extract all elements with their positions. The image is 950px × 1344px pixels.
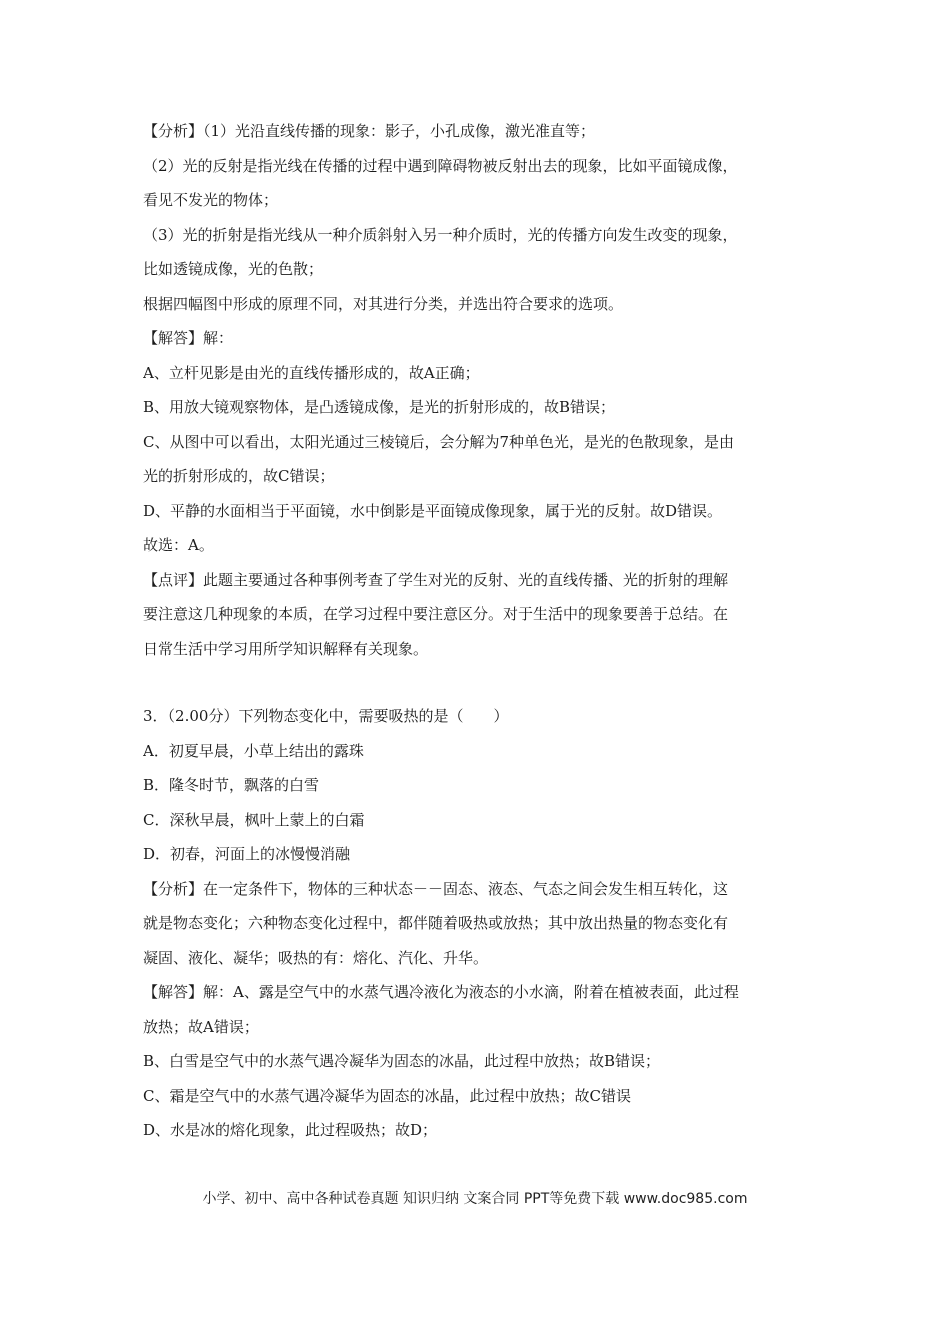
- text-line: 看见不发光的物体；: [143, 191, 279, 209]
- text-line: D、水是冰的熔化现象，此过程吸热；故D；: [143, 1121, 438, 1139]
- text-line: 【解答】解：: [143, 329, 234, 347]
- section-gap: [143, 666, 823, 699]
- text-line: 根据四幅图中形成的原理不同，对其进行分类，并选出符合要求的选项。: [143, 294, 624, 313]
- text-line: A、立杆见影是由光的直线传播形成的，故A正确；: [143, 363, 480, 382]
- text-line: 【分析】在一定条件下，物体的三种状态－－固态、液态、气态之间会发生相互转化，这: [143, 879, 729, 898]
- text-line: 要注意这几种现象的本质，在学习过程中要注意区分。对于生活中的现象要善于总结。在: [143, 605, 729, 623]
- text-line: C、霜是空气中的水蒸气遇冷凝华为固态的冰晶，此过程中放热；故C错误: [143, 1086, 631, 1105]
- option-d: D．初春，河面上的冰慢慢消融: [143, 845, 351, 863]
- text-line: B、用放大镜观察物体，是凸透镜成像，是光的折射形成的，故B错误；: [143, 398, 616, 416]
- question-3: [143, 699, 823, 1148]
- document-body: [143, 114, 823, 1148]
- text-line: 【点评】此题主要通过各种事例考查了学生对光的反射、光的直线传播、光的折射的理解: [143, 570, 729, 589]
- question-2-solution: [143, 114, 823, 666]
- text-line: 日常生活中学习用所学知识解释有关现象。: [143, 639, 429, 658]
- option-c: C．深秋早晨，枫叶上蒙上的白霜: [143, 810, 365, 829]
- option-b: B．隆冬时节，飘落的白雪: [143, 776, 320, 794]
- text-line: 放热；故A错误；: [143, 1017, 259, 1036]
- option-a: A．初夏早晨，小草上结出的露珠: [143, 741, 364, 760]
- text-line: 光的折射形成的，故C错误；: [143, 467, 335, 485]
- question-stem: 3．（2.00分）下列物态变化中，需要吸热的是（ ）: [143, 707, 509, 725]
- text-line: 故选：A。: [143, 536, 214, 554]
- text-line: （3）光的折射是指光线从一种介质斜射入另一种介质时，光的传播方向发生改变的现象，: [143, 225, 738, 244]
- text-line: 【分析】（1）光沿直线传播的现象：影子，小孔成像，激光准直等；: [143, 122, 596, 140]
- text-line: （2）光的反射是指光线在传播的过程中遇到障碍物被反射出去的现象，比如平面镜成像，: [143, 156, 738, 175]
- text-line: 就是物态变化；六种物态变化过程中，都伴随着吸热或放热；其中放出热量的物态变化有: [143, 914, 729, 932]
- text-line: C、从图中可以看出，太阳光通过三棱镜后，会分解为7种单色光，是光的色散现象，是由: [143, 432, 735, 451]
- text-line: 【解答】解：A、露是空气中的水蒸气遇冷液化为液态的小水滴，附着在植被表面，此过程: [143, 983, 739, 1001]
- text-line: 比如透镜成像，光的色散；: [143, 260, 324, 278]
- page-footer: 小学、初中、高中各种试卷真题 知识归纳 文案合同 PPT等免费下载 www.doc985.com: [202, 1191, 748, 1207]
- text-line: B、白雪是空气中的水蒸气遇冷凝华为固态的冰晶，此过程中放热；故B错误；: [143, 1052, 661, 1070]
- text-line: 凝固、液化、凝华；吸热的有：熔化、汽化、升华。: [143, 948, 489, 967]
- text-line: D、平静的水面相当于平面镜，水中倒影是平面镜成像现象，属于光的反射。故D错误。: [143, 501, 723, 520]
